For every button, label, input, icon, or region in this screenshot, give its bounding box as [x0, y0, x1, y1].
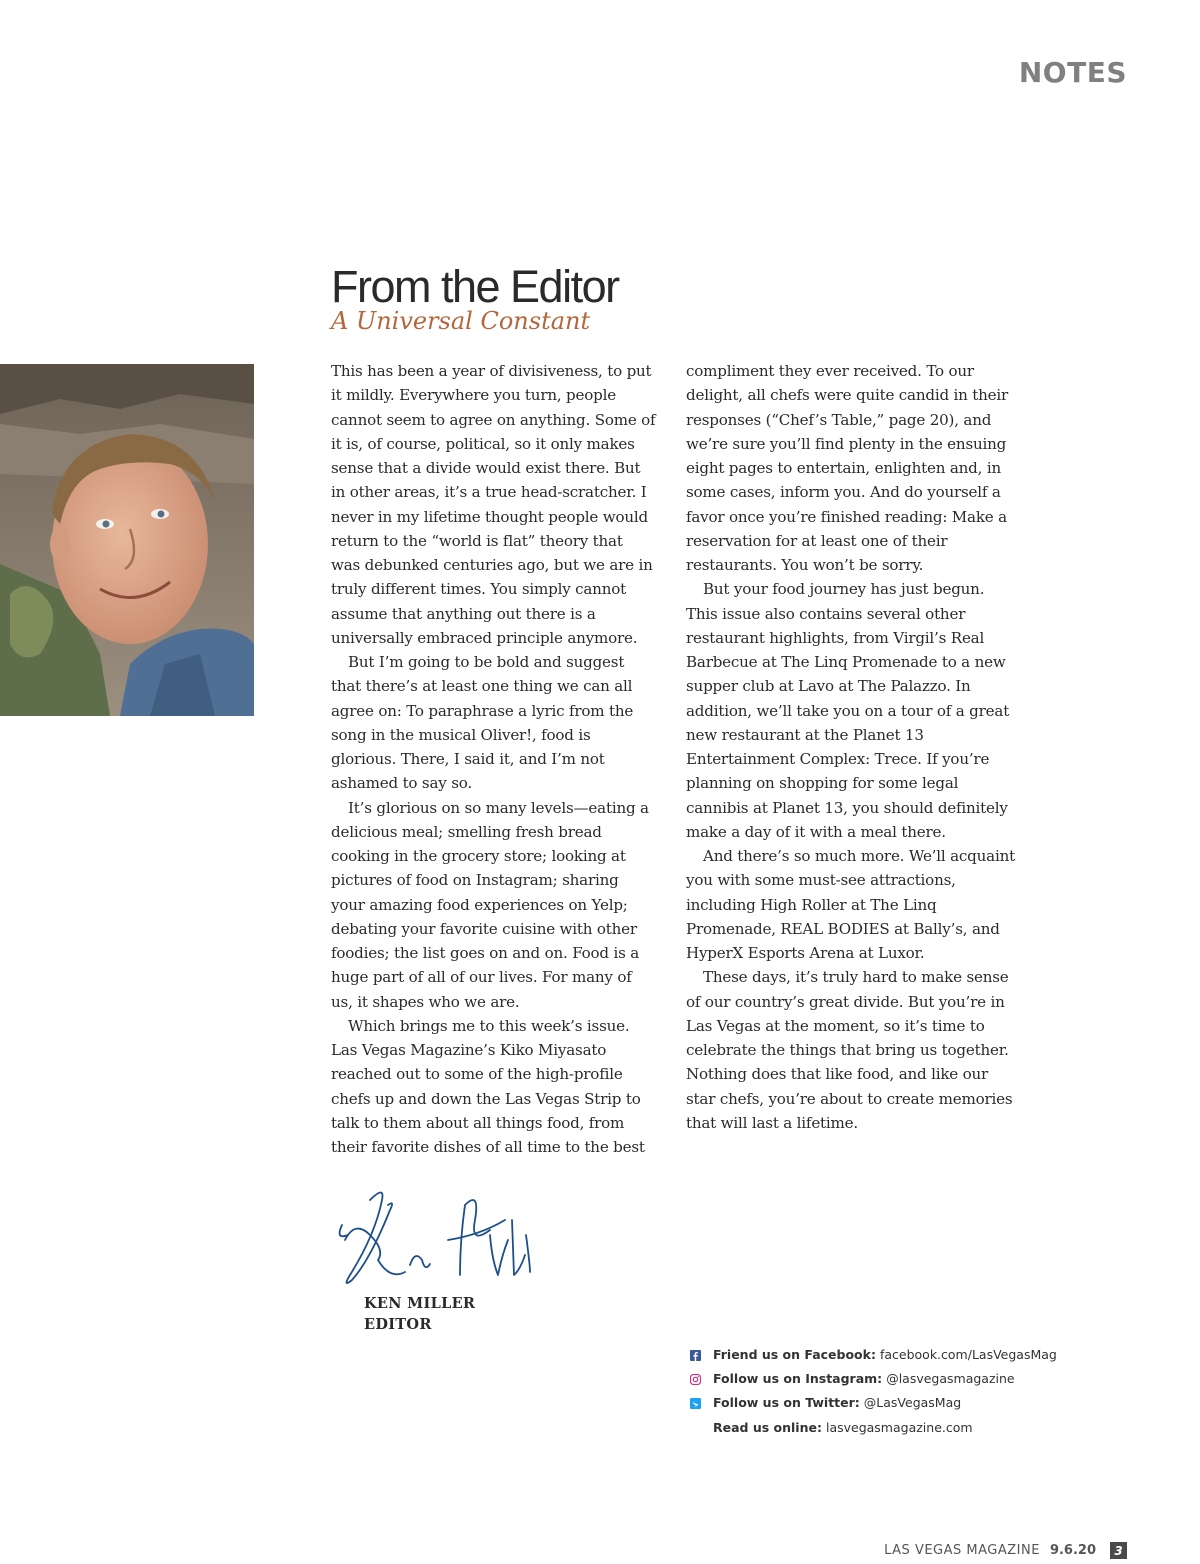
editor-name: KEN MILLER: [364, 1295, 476, 1312]
page-number: 3: [1110, 1542, 1127, 1559]
paragraph: But your food journey has just begun. This issue also contains several other restaurant highlights, from Virgil’s Real Barbecue at The Linq Promenade to a new supper club at Lavo at The Palazzo. In addition, we’ll take you on a tour of a great new restaurant at the Planet 13 Entertainment Complex: Trece. If you’re planning on shopping for some legal cannibis at Planet 13, you should definitely make a day of it with a meal there.: [686, 580, 1010, 841]
signature-block: [364, 1294, 475, 1335]
paragraph: These days, it’s truly hard to make sense of our country’s great divide. But you’re in Las Vegas at the moment, so it’s time to celebrate the things that bring us together. Nothing does that like food, and like our star chefs, you’re about to create memories that will last a lifetime.: [686, 968, 1013, 1132]
social-label: Follow us on Instagram:: [713, 1370, 883, 1386]
editor-photo: [0, 364, 254, 716]
social-value[interactable]: facebook.com/LasVegasMag: [879, 1346, 1057, 1362]
page-subtitle: A Universal Constant: [331, 307, 591, 335]
footer-date: 9.6.20: [1049, 1543, 1096, 1558]
paragraph: It’s glorious on so many levels—eating a delicious meal; smelling fresh bread cooking in the grocery store; looking at pictures of food on Instagram; sharing your amazing food experiences on Yelp; debating your favorite cuisine with other foodies; the list goes on and on. Food is a huge part of all of our lives. For many of us, it shapes who we are.: [331, 798, 649, 1011]
social-label: Read us online:: [713, 1419, 822, 1435]
section-tag: NOTES: [1018, 56, 1127, 89]
article-column-1: [331, 359, 656, 1159]
social-value[interactable]: lasvegasmagazine.com: [825, 1419, 973, 1435]
paragraph: Which brings me to this week’s issue. Las Vegas Magazine’s Kiko Miyasato reached out to some of the high-profile chefs up and down the Las Vegas Strip to talk to them about all things food, from their favorite dishes of all time to the best: [331, 1016, 645, 1156]
paragraph: compliment they ever received. To our delight, all chefs were quite candid in their responses (“Chef’s Table,” page 20), and we’re sure you’ll find plenty in the ensuing eight pages to entertain, enlighten and, in some cases, inform you. And do yourself a favor once you’re finished reading: Make a reservation for at least one of their restaurants. You won’t be sorry.: [686, 362, 1009, 574]
instagram-link[interactable]: [690, 1366, 1057, 1390]
instagram-icon: [690, 1373, 701, 1384]
paragraph: And there’s so much more. We’ll acquaint you with some must-see attractions, including High Roller at The Linq Promenade, REAL BODIES at Bally’s, and HyperX Esports Arena at Luxor.: [686, 847, 1015, 962]
article-column-2: [686, 359, 1016, 1135]
editor-title: EDITOR: [364, 1315, 432, 1333]
social-value[interactable]: @lasvegasmagazine: [886, 1370, 1015, 1386]
paragraph: This has been a year of divisiveness, to put it mildly. Everywhere you turn, people cannot seem to agree on anything. Some of it is, of course, political, so it only makes sense that a divide would exist there. But in other areas, it’s a true head-scratcher. I never in my lifetime thought people would return to the “world is flat” theory that was debunked centuries ago, but we are in truly different times. You simply cannot assume that anything out there is a universally embraced principle anymore.: [331, 362, 656, 647]
paragraph: But I’m going to be bold and suggest that there’s at least one thing we can all agree on: To paraphrase a lyric from the song in the musical Oliver!, food is glorious. There, I said it, and I’m not ashamed to say so.: [331, 653, 634, 793]
editor-signature: [330, 1180, 540, 1295]
social-label: Follow us on Twitter:: [713, 1395, 860, 1411]
facebook-icon: [690, 1349, 701, 1360]
twitter-icon: [690, 1397, 701, 1408]
page-title: From the Editor: [331, 261, 619, 312]
page-footer: [884, 1542, 1127, 1559]
social-label: Friend us on Facebook:: [713, 1346, 876, 1362]
social-links: [690, 1342, 1057, 1439]
facebook-link[interactable]: [690, 1342, 1057, 1366]
footer-magazine: LAS VEGAS MAGAZINE: [884, 1543, 1040, 1558]
website-link[interactable]: [690, 1415, 1057, 1439]
twitter-link[interactable]: [690, 1391, 1057, 1415]
social-value[interactable]: @LasVegasMag: [863, 1395, 962, 1411]
